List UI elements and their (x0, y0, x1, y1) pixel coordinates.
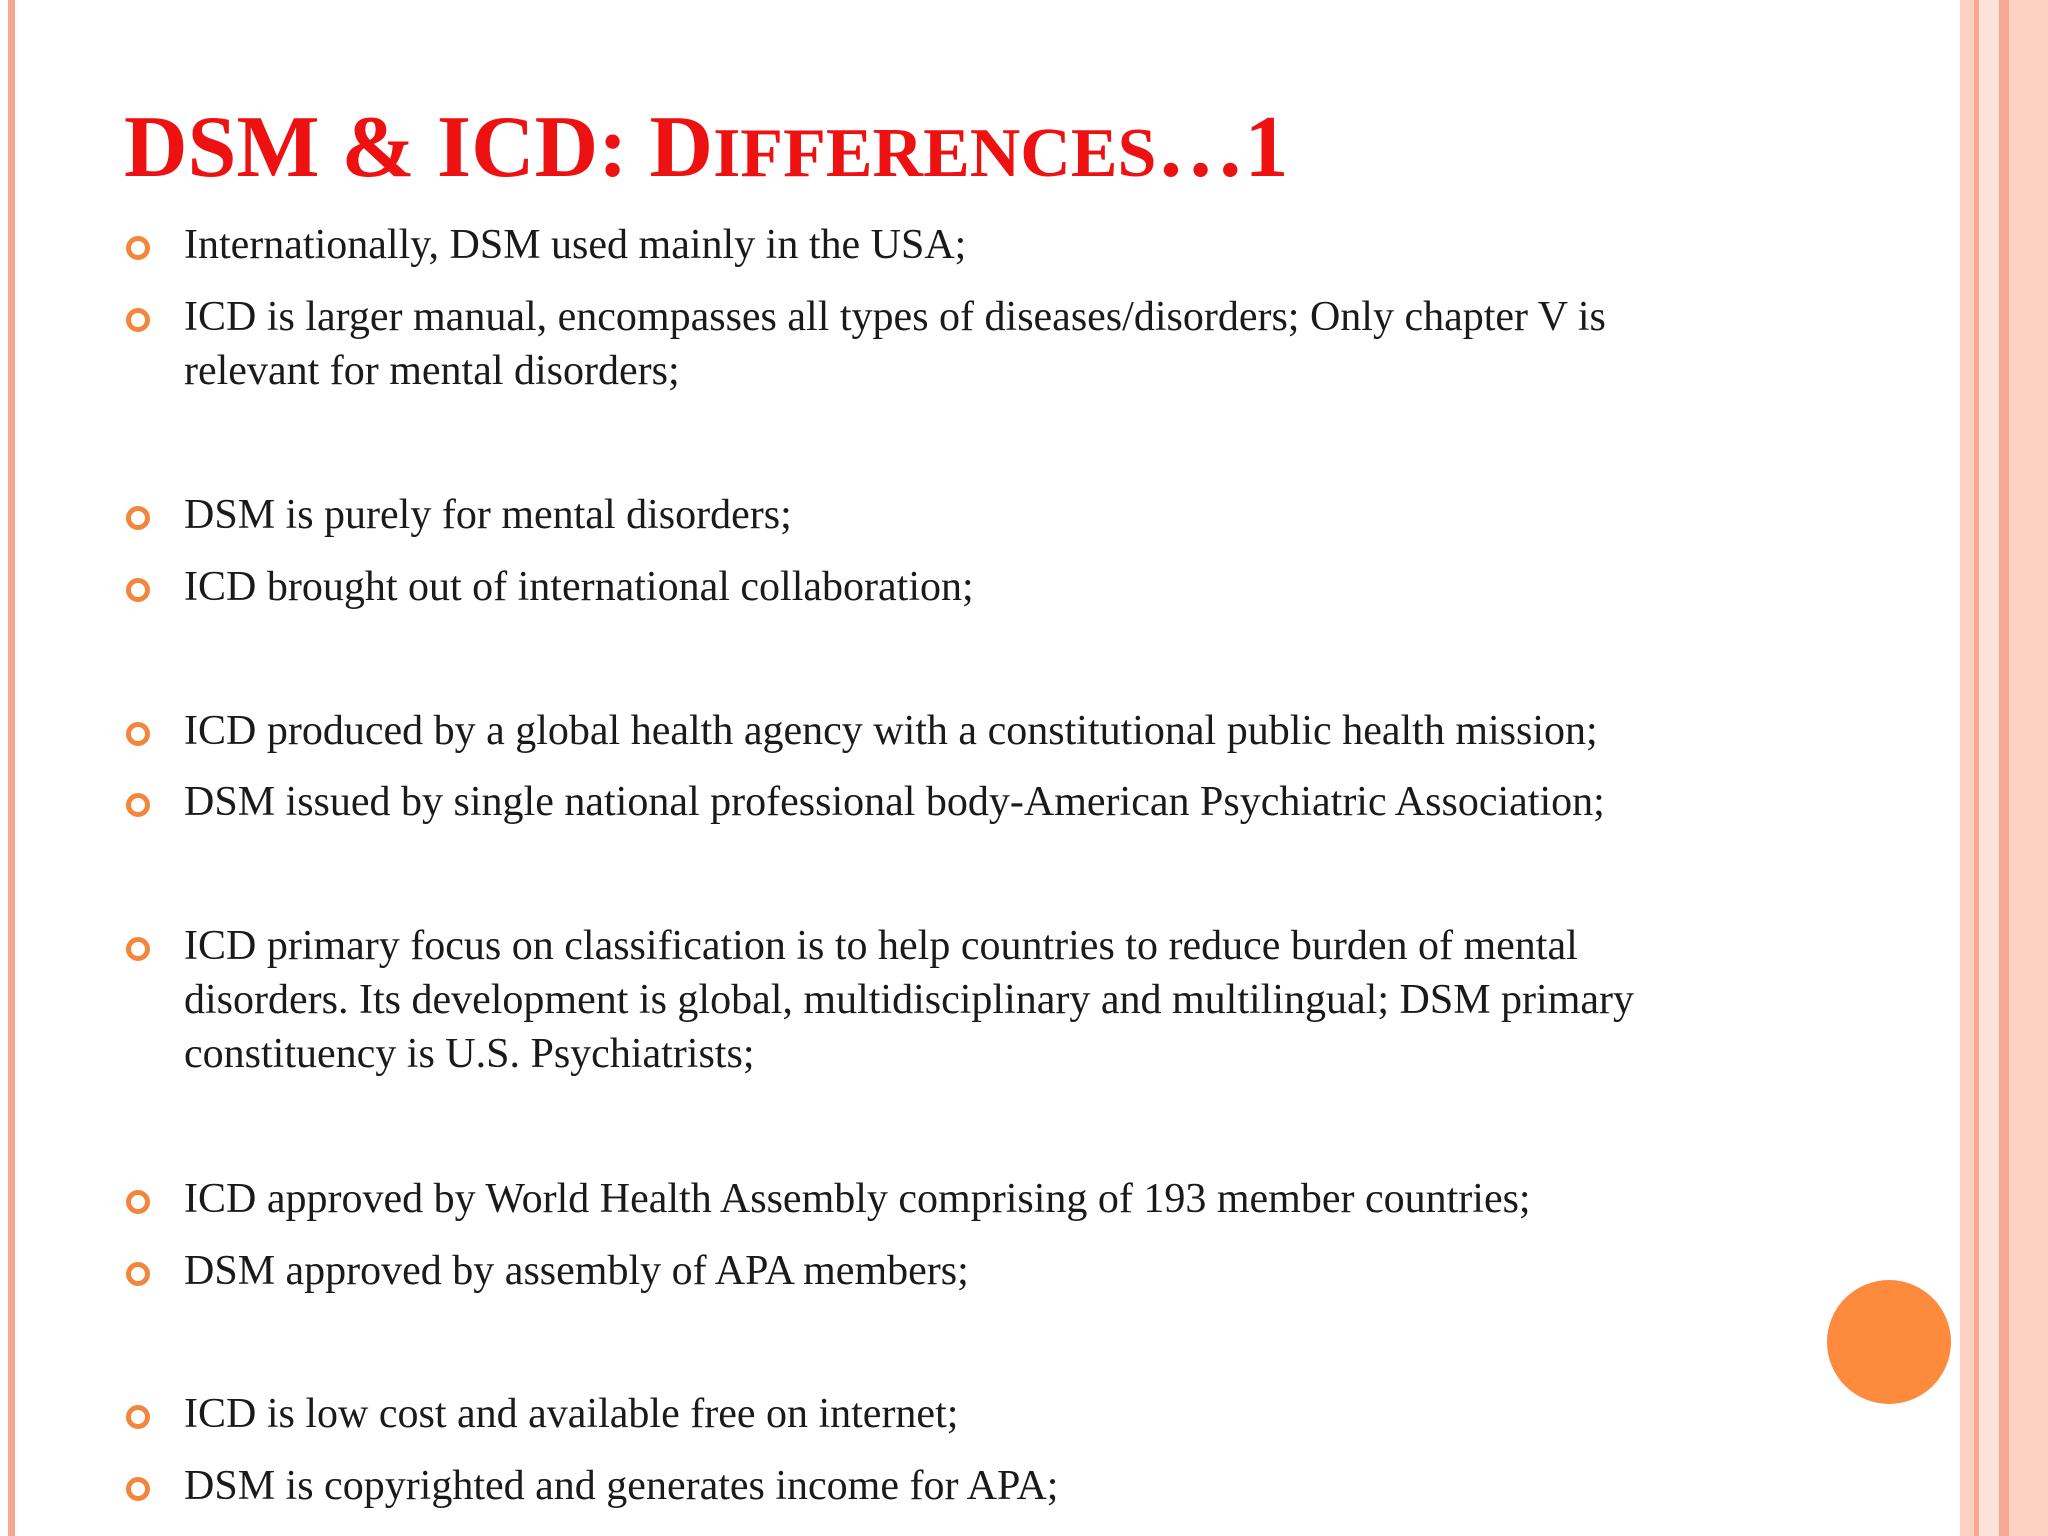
bullet-item: ICD primary focus on classification is to help countries to reduce burden of mental disorders. Its development is global, multidisciplinary and multilingual; DSM primary constituency is U.S. Psychiatrists; (184, 923, 1634, 1077)
bullet-item: Internationally, DSM used mainly in the USA; (184, 222, 967, 268)
bullet-item: DSM is copyrighted and generates income for APA; (184, 1463, 1059, 1509)
bullet-icon (126, 1190, 150, 1214)
bullet-icon (126, 1405, 150, 1429)
bullet-item: DSM approved by assembly of APA members; (184, 1248, 969, 1294)
bullet-icon (126, 308, 150, 332)
right-decorative-band-edge (2009, 0, 2048, 1536)
bullet-item: DSM issued by single national professional body-American Psychiatric Association; (184, 779, 1605, 825)
bullet-icon (126, 722, 150, 746)
bullet-item: ICD produced by a global health agency with a constitutional public health mission; (184, 708, 1598, 754)
bullet-item: ICD brought out of international collaboration; (184, 564, 974, 610)
title-part-suffix: …1 (1156, 99, 1289, 196)
title-part-main: DSM & ICD: D (124, 99, 714, 196)
bullet-icon (126, 1262, 150, 1286)
bullet-icon (126, 937, 150, 961)
title-part-smallcaps: IFFERENCES (713, 115, 1157, 192)
bullet-icon (126, 506, 150, 530)
bullet-item: DSM is purely for mental disorders; (184, 492, 792, 538)
bullet-icon (126, 1477, 150, 1501)
bullet-item: ICD is low cost and available free on internet; (184, 1391, 959, 1437)
bullet-icon (126, 236, 150, 260)
right-decorative-band-line (1999, 0, 2009, 1536)
right-decorative-band-light (1979, 0, 1999, 1536)
bullet-icon (126, 578, 150, 602)
bullet-icon (126, 793, 150, 817)
bullet-item: ICD is larger manual, encompasses all types of diseases/disorders; Only chapter V is relevant for mental disorders; (184, 294, 1606, 394)
right-decorative-band (1960, 0, 1974, 1536)
bullet-item: ICD approved by World Health Assembly comprising of 193 member countries; (184, 1176, 1531, 1222)
